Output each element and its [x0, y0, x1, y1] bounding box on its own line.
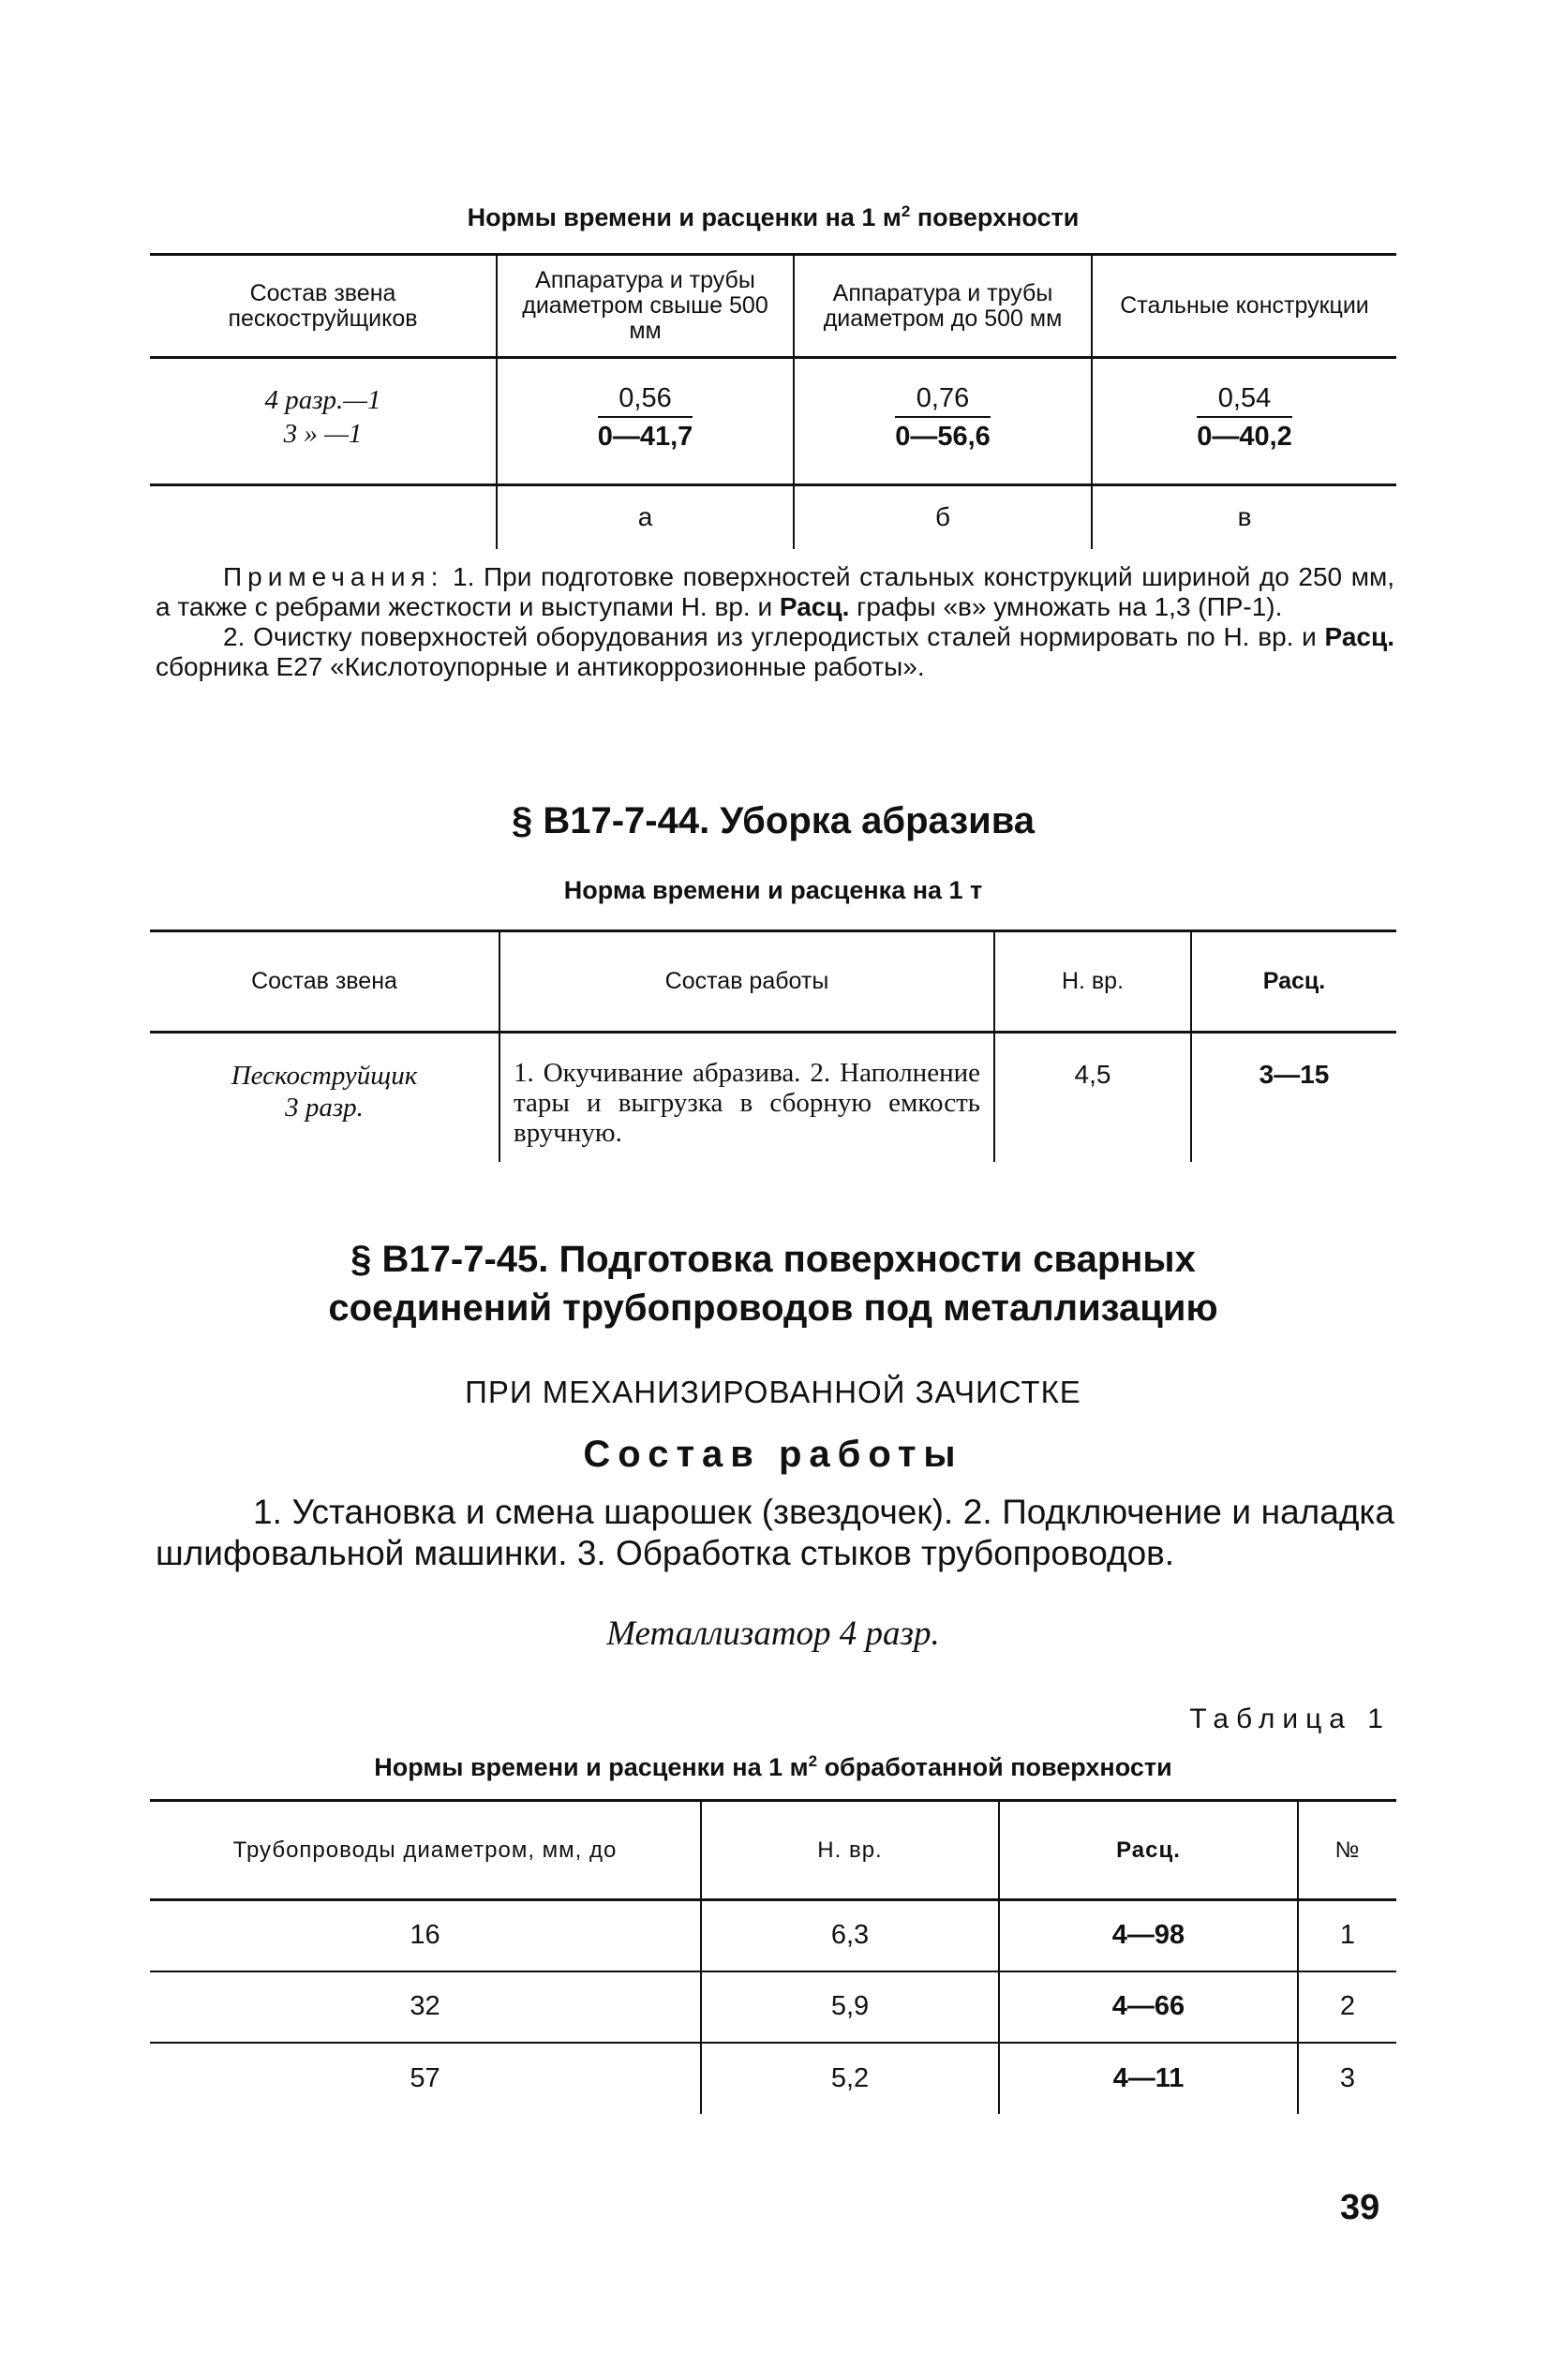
section-45-title-line-2: соединений трубопроводов под металлизацию [328, 1287, 1218, 1329]
header-number: № [1298, 1801, 1396, 1900]
price-cell: 4—11 [999, 2043, 1298, 2114]
crew-line-2: 3 разр. [285, 1093, 364, 1123]
norm-cell: 6,3 [701, 1900, 999, 1971]
note-2-end: сборника Е27 «Кислотоупорные и антикоррозионные работы». [156, 652, 925, 681]
table-label: Таблица 1 [1189, 1703, 1391, 1734]
table-row [150, 358, 1396, 485]
note-1-start: 1. При подготовке поверхностей стальных конструкций шириной до 250 мм, а также с ребрами жесткости и выступами Н. вр. и [156, 562, 1394, 621]
header-norm: Н. вр. [994, 931, 1191, 1033]
note-1-bold: Расц. [779, 592, 850, 621]
column-letters-row [150, 485, 1396, 549]
pipeline-norms-table [150, 1799, 1396, 2114]
header-small-pipes: Аппаратура и трубы диаметром до 500 мм [794, 255, 1092, 358]
header-steel-structures: Стальные конструкции [1092, 255, 1396, 358]
number-cell: 3 [1298, 2043, 1396, 2114]
section-45-title-line-1: § В17-7-45. Подготовка поверхности сварных [350, 1239, 1196, 1280]
fraction [598, 383, 693, 453]
norm-value: 0,56 [598, 383, 693, 418]
work-cell: 1. Окучивание абразива. 2. Наполнение тары и выгрузка в сборную емкость вручную. [499, 1033, 994, 1162]
table-row [150, 1971, 1396, 2043]
header-crew: Состав звена [150, 931, 499, 1033]
work-description: 1. Установка и смена шарошек (звездочек). 2. Подключение и наладка шлифовальной машинки. 3. Обработка стыков трубопроводов. [156, 1493, 1394, 1572]
table-a-title [150, 202, 1396, 232]
header-large-pipes: Аппаратура и трубы диаметром свыше 500 мм [497, 255, 794, 358]
table-a-title-tail: поверхности [910, 203, 1080, 231]
price-value: 0—41,7 [597, 422, 693, 452]
composition-line-2: 3 » —1 [283, 419, 363, 449]
section-44-table-title: Норма времени и расценка на 1 т [563, 876, 983, 904]
table-c-title-text: Нормы времени и расценки на 1 м [374, 1753, 809, 1781]
header-price: Расц. [1191, 931, 1396, 1033]
column-letter-b: б [794, 485, 1092, 549]
header-work: Состав работы [499, 931, 994, 1033]
diameter-cell: 32 [150, 1971, 701, 2043]
section-45-subheader: ПРИ МЕХАНИЗИРОВАННОЙ ЗАЧИСТКЕ [465, 1375, 1081, 1409]
header-price: Расц. [999, 1801, 1298, 1900]
crew-cell [150, 1033, 499, 1162]
work-heading: Состав работы [583, 1434, 963, 1475]
price-value: 0—56,6 [895, 422, 991, 452]
norm-cell: 4,5 [994, 1033, 1191, 1162]
norms-table-a [150, 253, 1396, 549]
section-45-title [150, 1235, 1396, 1332]
table-row [150, 1900, 1396, 1971]
number-cell: 2 [1298, 1971, 1396, 2043]
diameter-cell: 57 [410, 2062, 440, 2093]
table-c-title [150, 1752, 1396, 1782]
norm-cell: 5,9 [701, 1971, 999, 2043]
fraction [1197, 383, 1292, 453]
value-cell-b [794, 358, 1092, 485]
value-cell-a [497, 358, 794, 485]
crew-line-1: Пескоструйщик [231, 1061, 418, 1091]
norm-cell: 5,2 [701, 2043, 999, 2114]
table-c-title-tail: обработанной поверхности [817, 1753, 1172, 1781]
fraction [895, 383, 991, 453]
note-2-bold: Расц. [1324, 622, 1394, 651]
number-cell: 1 [1298, 1900, 1396, 1971]
header-diameter: Трубопроводы диаметром, мм, до [150, 1801, 701, 1900]
price-cell: 4—98 [999, 1900, 1298, 1971]
table-row [150, 1033, 1396, 1162]
table-c-title-sup: 2 [808, 1752, 818, 1770]
notes-block [156, 562, 1394, 682]
note-1 [156, 562, 1394, 622]
notes-label: Примечания: [223, 562, 444, 591]
header-composition: Состав звена пескоструйщиков [150, 255, 497, 358]
note-2 [156, 622, 1394, 682]
header-norm: Н. вр. [701, 1801, 999, 1900]
note-2-start: 2. Очистку поверхностей оборудования из углеродистых сталей нормировать по Н. вр. и [223, 622, 1325, 651]
table-row [150, 2043, 1396, 2114]
table-a-title-text: Нормы времени и расценки на 1 м [467, 203, 902, 231]
column-letter-a: а [497, 485, 794, 549]
column-letter-c: в [1092, 485, 1396, 549]
price-value: 0—40,2 [1197, 422, 1292, 452]
note-1-end: графы «в» умножать на 1,3 (ПР-1). [849, 592, 1283, 621]
norm-value: 0,54 [1197, 383, 1292, 418]
price-cell: 4—66 [999, 1971, 1298, 2043]
empty-cell [150, 485, 497, 549]
page-number: 39 [1340, 2188, 1380, 2227]
diameter-cell: 16 [150, 1900, 701, 1971]
worker-grade: Металлизатор 4 разр. [606, 1614, 940, 1653]
price-cell: 3—15 [1191, 1033, 1396, 1162]
section-44-title: § В17-7-44. Уборка абразива [511, 800, 1036, 841]
composition-line-1: 4 разр.—1 [264, 385, 381, 415]
abrasive-table [150, 930, 1396, 1162]
norm-value: 0,76 [895, 383, 991, 418]
value-cell-c [1092, 358, 1396, 485]
composition-cell [150, 358, 497, 485]
table-a-title-sup: 2 [901, 202, 911, 220]
